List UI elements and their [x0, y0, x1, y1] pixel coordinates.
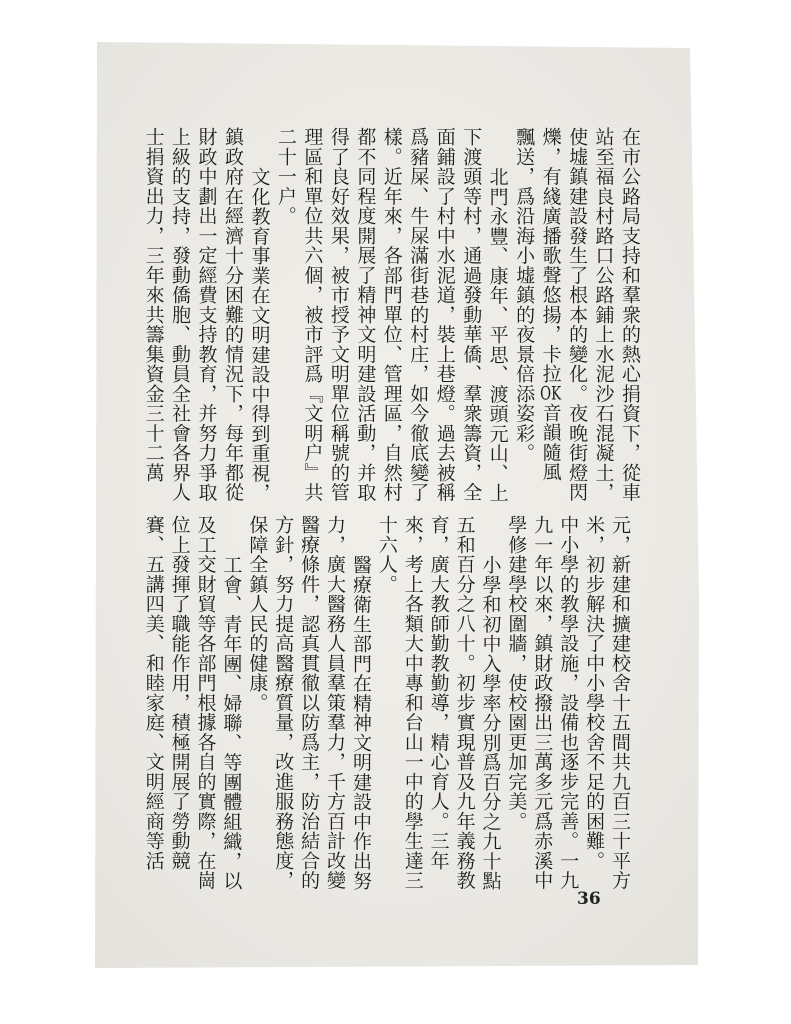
text-column: 育，廣大教師勤教勤導，精心育人。三年 [427, 515, 450, 871]
text-column: 方針，努力提高醫療質量，改進服務態度， [272, 515, 295, 891]
text-column: 及工交財貿等各部門根據各自的實際，在崗 [194, 515, 217, 891]
page-number: 36 [577, 889, 601, 909]
text-column: 中小學的教學設施，設備也逐步完善。一九 [557, 515, 580, 891]
text-column: 站至福良村路口公路鋪上水泥沙石混凝土， [592, 127, 615, 503]
text-column: 文化教育事業在文明建設中得到重視， [248, 166, 271, 503]
text-column: 二十一户。 [274, 127, 297, 226]
text-column: 北門永豐、康年、平思、渡頭元山、上 [486, 166, 509, 503]
text-column: 來，考上各類大中專和台山一中的學生達三 [401, 515, 424, 891]
text-column: 上級的支持，發動僑胞、動員全社會各界人 [169, 127, 192, 503]
text-column: 在市公路局支持和羣衆的熱心捐資下，從車 [619, 127, 641, 503]
text-column: 元，新建和擴建校舍十五間共九百三十平方 [609, 515, 631, 891]
text-column: 使墟鎮建設發生了根本的變化。夜晚街燈閃 [566, 127, 589, 503]
text-column: 醫療條件，認真貫徹以防爲主，防治結合的 [298, 515, 321, 891]
text-column: 爍，有綫廣播歌聲悠揚，卡拉OK音韻隨風 [539, 127, 562, 482]
text-column: 醫療衛生部門在精神文明建設中作出努 [349, 554, 372, 891]
text-column: 力，廣大醫務人員羣策羣力，千方百計改變 [324, 515, 347, 891]
text-column: 士捐資出力，三年來共籌集資金三十二萬 [142, 127, 165, 483]
text-column: 學修建學校圍牆，使校園更加完美。 [505, 515, 528, 831]
text-column: 爲豬屎、牛屎滿街巷的村庄，如今徹底變了 [407, 127, 430, 503]
text-column: 九一年以來，鎮財政撥出三萬多元爲赤溪中 [531, 515, 554, 891]
text-column: 位上發揮了職能作用，積極開展了勞動競 [168, 515, 191, 871]
upper-text-block [140, 127, 643, 507]
lower-text-block [140, 515, 632, 893]
text-column: 樣。近年來，各部門單位、管理區，自然村 [380, 127, 403, 503]
text-column: 下渡頭等村，通過發動華僑、羣衆籌資，全 [460, 127, 483, 503]
text-column: 五和百分之八十。初步實現普及九年義務教 [453, 515, 476, 891]
text-column: 飄送，爲沿海小墟鎮的夜景倍添姿彩。 [513, 127, 536, 463]
text-column: 十六人。 [375, 515, 398, 594]
text-column: 米，初步解決了中小學校舍不足的困難。 [583, 515, 606, 871]
text-column: 小學和初中入學率分別爲百分之九十點 [479, 554, 502, 891]
text-column: 都不同程度開展了精神文明建設活動，并取 [354, 127, 377, 503]
text-column: 賽、五講四美、和睦家庭、文明經商等活 [142, 515, 165, 871]
text-column: 理區和單位共六個，被市評爲『文明户』共 [301, 127, 324, 503]
text-column: 工會、青年團、婦聯、等團體組織，以 [220, 554, 243, 891]
text-column: 鎮政府在經濟十分困難的情況下，每年都從 [221, 127, 244, 503]
text-column: 得了良好效果，被市授予文明單位稱號的管 [327, 127, 350, 503]
text-column: 保障全鎮人民的健康。 [246, 515, 269, 713]
text-column: 財政中劃出一定經費支持教育，并努力爭取 [195, 127, 218, 503]
text-column: 面鋪設了村中水泥道，裝上巷燈。過去被稱 [433, 127, 456, 503]
